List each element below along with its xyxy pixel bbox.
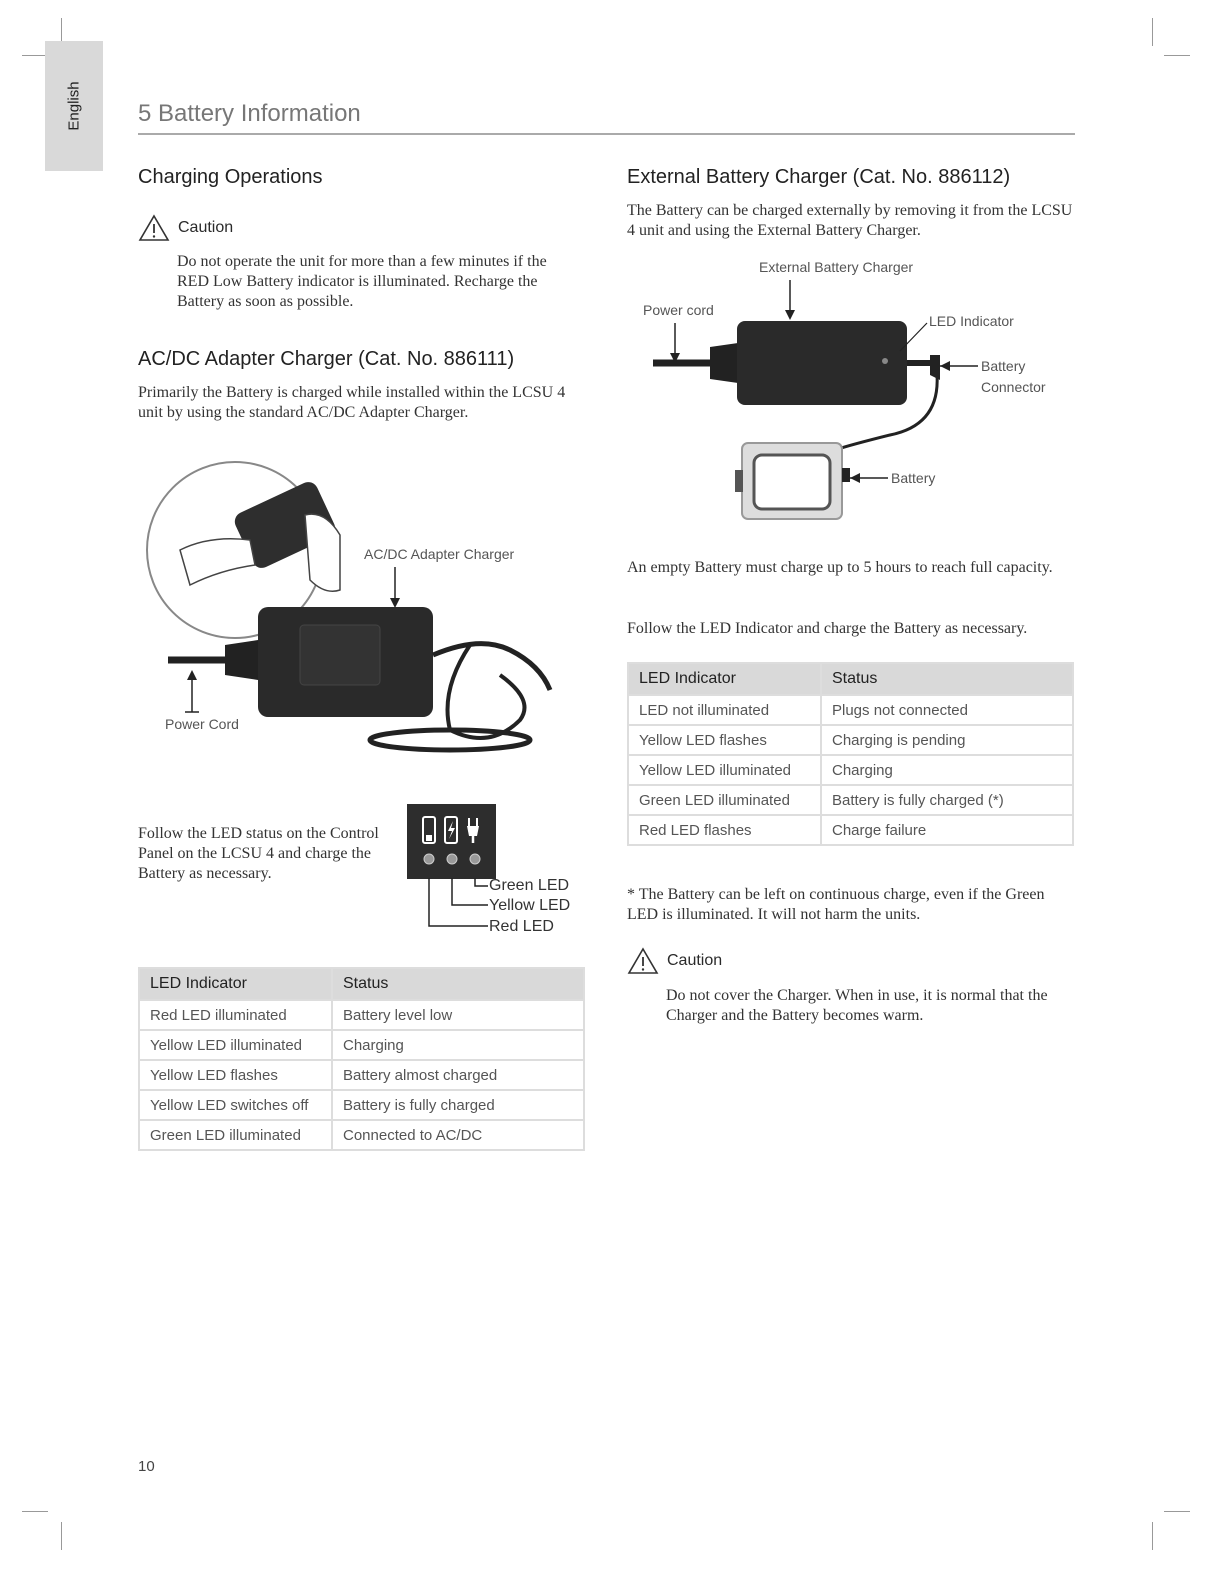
label-battery: Battery [891, 470, 936, 486]
table-cell: Yellow LED illuminated [628, 755, 821, 785]
table-cell: Connected to AC/DC [332, 1120, 584, 1150]
crop-mark [22, 1511, 48, 1512]
table-cell: Yellow LED switches off [139, 1090, 332, 1120]
crop-mark [1164, 55, 1190, 56]
table-header-cell: LED Indicator [628, 663, 821, 695]
table-cell: Charge failure [821, 815, 1073, 845]
led-status-table-left [138, 967, 585, 1151]
empty-battery-text: An empty Battery must charge up to 5 hours to reach full capacity. [627, 559, 1053, 576]
label-led-indicator: LED Indicator [929, 313, 1014, 329]
label-battery-connector: Connector [981, 379, 1046, 395]
acdc-text: Primarily the Battery is charged while installed within the LCSU 4 unit by using the standard AC/DC Adapter Charger. [138, 384, 566, 421]
acdc-adapter-illustration [140, 440, 560, 760]
table-header-cell: Status [821, 663, 1073, 695]
table-cell: Red LED flashes [628, 815, 821, 845]
table-cell: Battery is fully charged [332, 1090, 584, 1120]
table-cell: Battery is fully charged (*) [821, 785, 1073, 815]
table-cell: Yellow LED flashes [139, 1060, 332, 1090]
battery-icons [407, 804, 496, 879]
acdc-heading: AC/DC Adapter Charger (Cat. No. 886111) [138, 348, 515, 370]
table-cell: Red LED illuminated [139, 1000, 332, 1030]
caution-text: Do not operate the unit for more than a few minutes if the RED Low Battery indicator is illuminated. Recharge the Battery as soon as possible. [177, 253, 547, 310]
caution-label: Caution [667, 952, 723, 969]
charging-operations-heading: Charging Operations [138, 166, 323, 188]
table-cell: Charging is pending [821, 725, 1073, 755]
table-header-cell: LED Indicator [139, 968, 332, 1000]
table-row [628, 755, 1073, 785]
table-cell: LED not illuminated [628, 695, 821, 725]
label-power-cord-left: Power Cord [165, 716, 239, 732]
table-header-cell: Status [332, 968, 584, 1000]
crop-mark [1152, 1522, 1153, 1550]
table-row [139, 1120, 584, 1150]
warning-icon [627, 947, 659, 975]
crop-mark [1164, 1511, 1190, 1512]
label-power-cord-right: Power cord [643, 302, 714, 318]
led-follow-text: Follow the LED status on the Control Panel on the LCSU 4 and charge the Battery as necessary. [138, 825, 379, 882]
table-header-row [628, 663, 1073, 695]
caution-label: Caution [178, 219, 234, 236]
led-leader-lines [425, 878, 495, 938]
footnote-text: * The Battery can be left on continuous charge, even if the Green LED is illuminated. It will not harm the units. [627, 886, 1045, 923]
table-cell: Battery almost charged [332, 1060, 584, 1090]
chapter-rule [138, 133, 1075, 135]
table-row [628, 785, 1073, 815]
label-battery-connector: Battery [981, 358, 1026, 374]
crop-mark [61, 1522, 62, 1550]
table-header-row [139, 968, 584, 1000]
follow-led-text: Follow the LED Indicator and charge the Battery as necessary. [627, 620, 1028, 637]
led-control-panel [407, 804, 496, 879]
label-external-charger: External Battery Charger [759, 259, 914, 275]
chapter-title: 5 Battery Information [138, 100, 361, 127]
table-row [139, 1090, 584, 1120]
external-charger-text: The Battery can be charged externally by removing it from the LCSU 4 unit and using the External Battery Charger. [627, 202, 1073, 239]
label-yellow-led: Yellow LED [489, 897, 571, 914]
label-acdc-adapter: AC/DC Adapter Charger [364, 546, 515, 562]
table-cell: Yellow LED flashes [628, 725, 821, 755]
caution-left [138, 214, 233, 242]
caution-right [627, 947, 722, 975]
label-green-led: Green LED [489, 877, 570, 894]
page-number: 10 [138, 1458, 155, 1475]
table-row [628, 725, 1073, 755]
crop-mark [1152, 18, 1153, 46]
table-cell: Green LED illuminated [628, 785, 821, 815]
table-cell: Plugs not connected [821, 695, 1073, 725]
external-charger-heading: External Battery Charger (Cat. No. 886112) [627, 166, 1011, 188]
language-tab-label: English [65, 81, 83, 131]
caution-text-right: Do not cover the Charger. When in use, it is normal that the Charger and the Battery becomes warm. [666, 987, 1048, 1024]
table-row [628, 695, 1073, 725]
warning-icon [138, 214, 170, 242]
table-cell: Yellow LED illuminated [139, 1030, 332, 1060]
language-tab [45, 41, 103, 171]
table-cell: Charging [821, 755, 1073, 785]
table-row [139, 1000, 584, 1030]
table-row [628, 815, 1073, 845]
table-cell: Green LED illuminated [139, 1120, 332, 1150]
label-red-led: Red LED [489, 918, 554, 935]
table-row [139, 1060, 584, 1090]
table-cell: Battery level low [332, 1000, 584, 1030]
table-cell: Charging [332, 1030, 584, 1060]
table-row [139, 1030, 584, 1060]
led-status-table-right [627, 662, 1074, 846]
